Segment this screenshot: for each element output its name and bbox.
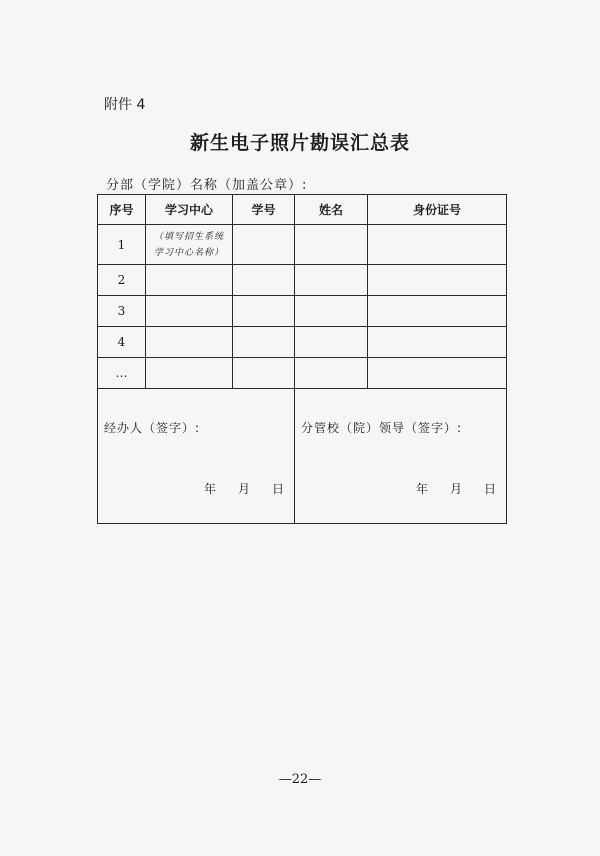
id-number-cell (368, 296, 507, 327)
leader-signature-label: 分管校（院）领导（签字）: (301, 421, 463, 435)
student-id-cell (233, 225, 295, 265)
header-id-number: 身份证号 (368, 195, 507, 225)
table-row (98, 265, 507, 296)
name-cell (295, 327, 368, 358)
student-id-cell (233, 265, 295, 296)
handler-date (182, 480, 284, 497)
name-cell (295, 296, 368, 327)
header-student-id: 学号 (233, 195, 295, 225)
row-number: 4 (98, 327, 146, 358)
department-label: 分部（学院）名称（加盖公章）: (106, 178, 308, 193)
row-number: … (98, 358, 146, 389)
header-name: 姓名 (295, 195, 368, 225)
student-id-cell (233, 296, 295, 327)
page-number: —22— (278, 772, 322, 787)
learning-center-hint-line1: （填写招生系统 (153, 231, 224, 242)
id-number-cell (368, 225, 507, 265)
year-label: 年 (203, 482, 216, 496)
attachment-label: 附件 4 (104, 97, 146, 113)
leader-date (394, 480, 496, 497)
table-row (98, 327, 507, 358)
learning-center-cell (146, 265, 233, 296)
student-id-cell (233, 358, 295, 389)
month-label: 月 (449, 482, 462, 496)
handler-signature-label: 经办人（签字）: (104, 421, 201, 435)
table-row (98, 296, 507, 327)
leader-signature-cell (295, 389, 507, 524)
table-row (98, 225, 507, 265)
learning-center-cell (146, 358, 233, 389)
name-cell (295, 225, 368, 265)
header-learning-center: 学习中心 (146, 195, 233, 225)
year-label: 年 (415, 482, 428, 496)
student-id-cell (233, 327, 295, 358)
table-row (98, 358, 507, 389)
learning-center-cell (146, 225, 233, 265)
handler-signature-cell (98, 389, 295, 524)
name-cell (295, 265, 368, 296)
month-label: 月 (237, 482, 250, 496)
learning-center-cell (146, 327, 233, 358)
learning-center-cell (146, 296, 233, 327)
learning-center-hint-line2: 学习中心名称） (153, 247, 224, 258)
row-number: 3 (98, 296, 146, 327)
header-serial: 序号 (98, 195, 146, 225)
table-header-row (98, 195, 507, 225)
page-title: 新生电子照片勘误汇总表 (189, 132, 410, 154)
day-label: 日 (271, 482, 284, 496)
row-number: 1 (98, 225, 146, 265)
id-number-cell (368, 327, 507, 358)
correction-summary-table (97, 194, 507, 524)
name-cell (295, 358, 368, 389)
day-label: 日 (483, 482, 496, 496)
id-number-cell (368, 265, 507, 296)
row-number: 2 (98, 265, 146, 296)
signature-row (98, 389, 507, 524)
id-number-cell (368, 358, 507, 389)
